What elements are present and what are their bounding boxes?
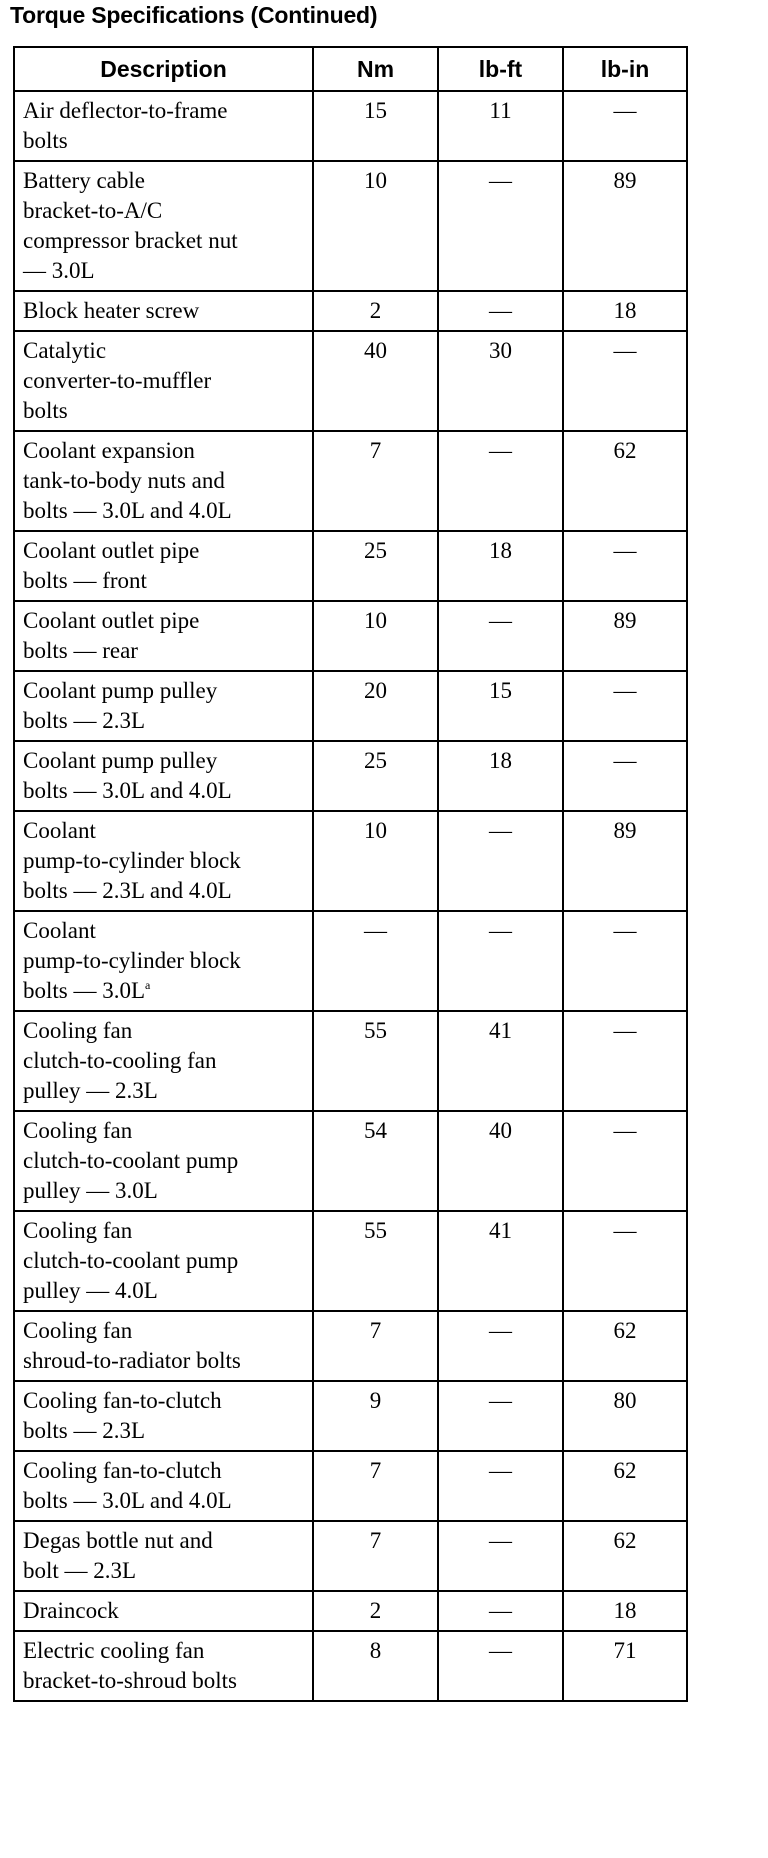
lb-ft-cell: 41 xyxy=(438,1011,563,1111)
description-text: compressor bracket nut xyxy=(23,228,238,253)
lb-ft-cell: — xyxy=(438,911,563,1011)
description-line xyxy=(23,1246,304,1276)
description-line xyxy=(23,296,304,326)
description-text: Air deflector-to-frame xyxy=(23,98,228,123)
description-line xyxy=(23,776,304,806)
description-cell xyxy=(14,811,313,911)
description-cell xyxy=(14,91,313,161)
description-text: pulley — 3.0L xyxy=(23,1178,158,1203)
description-line xyxy=(23,226,304,256)
description-line xyxy=(23,336,304,366)
description-line xyxy=(23,1386,304,1416)
description-text: Cooling fan-to-clutch xyxy=(23,1458,222,1483)
table-row xyxy=(14,601,687,671)
description-line xyxy=(23,1276,304,1306)
table-row xyxy=(14,1521,687,1591)
lb-in-cell: 62 xyxy=(563,431,687,531)
lb-ft-cell: — xyxy=(438,1631,563,1701)
description-text: bolts — 2.3L xyxy=(23,708,146,733)
description-text: Coolant expansion xyxy=(23,438,195,463)
lb-in-cell: — xyxy=(563,671,687,741)
description-line xyxy=(23,1076,304,1106)
description-line xyxy=(23,1016,304,1046)
lb-ft-cell: 18 xyxy=(438,741,563,811)
nm-cell: — xyxy=(313,911,438,1011)
table-row xyxy=(14,1311,687,1381)
lb-ft-cell: — xyxy=(438,601,563,671)
table-row xyxy=(14,1591,687,1631)
page-title: Torque Specifications (Continued) xyxy=(10,2,378,28)
lb-in-cell: 89 xyxy=(563,811,687,911)
description-text: Cooling fan xyxy=(23,1118,133,1143)
description-line xyxy=(23,916,304,946)
lb-ft-cell: 41 xyxy=(438,1211,563,1311)
description-line xyxy=(23,1146,304,1176)
description-cell xyxy=(14,531,313,601)
description-text: Cooling fan-to-clutch xyxy=(23,1388,222,1413)
table-row xyxy=(14,161,687,291)
description-text: — 3.0L xyxy=(23,258,95,283)
description-line xyxy=(23,1116,304,1146)
description-line xyxy=(23,196,304,226)
description-text: Draincock xyxy=(23,1598,119,1623)
lb-ft-cell: 18 xyxy=(438,531,563,601)
description-text: Coolant xyxy=(23,918,96,943)
nm-cell: 10 xyxy=(313,811,438,911)
lb-in-cell: — xyxy=(563,1011,687,1111)
description-cell xyxy=(14,161,313,291)
nm-cell: 15 xyxy=(313,91,438,161)
description-text: bolt — 2.3L xyxy=(23,1558,137,1583)
description-line xyxy=(23,566,304,596)
description-text: bolts xyxy=(23,128,68,153)
lb-in-cell: 62 xyxy=(563,1521,687,1591)
description-line xyxy=(23,536,304,566)
table-body xyxy=(14,91,687,1701)
description-cell xyxy=(14,1381,313,1451)
column-header-lb-in: lb-in xyxy=(563,47,687,91)
description-line xyxy=(23,1216,304,1246)
lb-in-cell: 89 xyxy=(563,601,687,671)
description-line xyxy=(23,1486,304,1516)
description-text: bolts — 2.3L xyxy=(23,1418,146,1443)
description-text: bracket-to-shroud bolts xyxy=(23,1668,237,1693)
description-text: bolts — front xyxy=(23,568,147,593)
description-line xyxy=(23,1316,304,1346)
lb-in-cell: — xyxy=(563,1211,687,1311)
table-row xyxy=(14,671,687,741)
description-line xyxy=(23,1416,304,1446)
description-text: Coolant pump pulley xyxy=(23,678,218,703)
table-row xyxy=(14,431,687,531)
lb-ft-cell: — xyxy=(438,1521,563,1591)
description-text: Block heater screw xyxy=(23,298,200,323)
description-line xyxy=(23,1346,304,1376)
description-cell xyxy=(14,1011,313,1111)
description-text: Coolant xyxy=(23,818,96,843)
description-text: converter-to-muffler xyxy=(23,368,212,393)
lb-in-cell: 18 xyxy=(563,291,687,331)
lb-in-cell: — xyxy=(563,911,687,1011)
table-row xyxy=(14,1381,687,1451)
description-line xyxy=(23,636,304,666)
lb-in-cell: 18 xyxy=(563,1591,687,1631)
lb-in-cell: — xyxy=(563,531,687,601)
nm-cell: 9 xyxy=(313,1381,438,1451)
header-row xyxy=(14,47,687,91)
description-line xyxy=(23,676,304,706)
description-text: bolts — 3.0L xyxy=(23,978,146,1003)
nm-cell: 2 xyxy=(313,291,438,331)
description-cell xyxy=(14,1211,313,1311)
lb-in-cell: 62 xyxy=(563,1451,687,1521)
lb-ft-cell: — xyxy=(438,1591,563,1631)
nm-cell: 7 xyxy=(313,1521,438,1591)
lb-ft-cell: — xyxy=(438,1381,563,1451)
table-row xyxy=(14,531,687,601)
lb-in-cell: — xyxy=(563,1111,687,1211)
description-line xyxy=(23,606,304,636)
description-text: pump-to-cylinder block xyxy=(23,848,241,873)
description-cell xyxy=(14,1311,313,1381)
torque-spec-table xyxy=(13,46,688,1702)
description-text: Cooling fan xyxy=(23,1318,133,1343)
description-line xyxy=(23,1666,304,1696)
column-header-nm: Nm xyxy=(313,47,438,91)
description-line xyxy=(23,96,304,126)
description-text: bolts — 3.0L and 4.0L xyxy=(23,498,232,523)
lb-ft-cell: — xyxy=(438,1451,563,1521)
description-cell xyxy=(14,1631,313,1701)
description-cell xyxy=(14,1111,313,1211)
table-row xyxy=(14,741,687,811)
nm-cell: 54 xyxy=(313,1111,438,1211)
lb-ft-cell: — xyxy=(438,161,563,291)
lb-ft-cell: — xyxy=(438,1311,563,1381)
description-text: Electric cooling fan xyxy=(23,1638,205,1663)
description-text: bolts — rear xyxy=(23,638,138,663)
nm-cell: 2 xyxy=(313,1591,438,1631)
description-text: clutch-to-cooling fan xyxy=(23,1048,217,1073)
table-row xyxy=(14,1111,687,1211)
nm-cell: 10 xyxy=(313,161,438,291)
description-line xyxy=(23,746,304,776)
lb-ft-cell: — xyxy=(438,431,563,531)
description-text: Coolant pump pulley xyxy=(23,748,218,773)
description-line xyxy=(23,396,304,426)
lb-in-cell: — xyxy=(563,91,687,161)
description-line xyxy=(23,496,304,526)
description-cell xyxy=(14,1591,313,1631)
column-header-lb-ft: lb-ft xyxy=(438,47,563,91)
lb-ft-cell: 15 xyxy=(438,671,563,741)
nm-cell: 40 xyxy=(313,331,438,431)
description-line xyxy=(23,1456,304,1486)
description-line xyxy=(23,876,304,906)
nm-cell: 8 xyxy=(313,1631,438,1701)
description-text: bolts — 3.0L and 4.0L xyxy=(23,778,232,803)
table-row xyxy=(14,1451,687,1521)
nm-cell: 25 xyxy=(313,531,438,601)
nm-cell: 55 xyxy=(313,1011,438,1111)
lb-in-cell: — xyxy=(563,741,687,811)
description-cell xyxy=(14,601,313,671)
table-row xyxy=(14,1011,687,1111)
nm-cell: 7 xyxy=(313,1451,438,1521)
description-cell xyxy=(14,1451,313,1521)
description-text: bracket-to-A/C xyxy=(23,198,163,223)
description-text: Coolant outlet pipe xyxy=(23,538,200,563)
lb-ft-cell: 11 xyxy=(438,91,563,161)
column-header-description: Description xyxy=(14,47,313,91)
description-line xyxy=(23,1556,304,1586)
description-text: Cooling fan xyxy=(23,1218,133,1243)
description-text: Coolant outlet pipe xyxy=(23,608,200,633)
description-cell xyxy=(14,431,313,531)
description-text: Catalytic xyxy=(23,338,107,363)
description-line xyxy=(23,126,304,156)
description-cell xyxy=(14,331,313,431)
description-cell xyxy=(14,671,313,741)
table-row xyxy=(14,291,687,331)
description-text: Cooling fan xyxy=(23,1018,133,1043)
description-cell xyxy=(14,1521,313,1591)
description-cell xyxy=(14,741,313,811)
footnote-marker: a xyxy=(145,978,151,992)
lb-ft-cell: — xyxy=(438,811,563,911)
description-text: pulley — 4.0L xyxy=(23,1278,158,1303)
description-line xyxy=(23,1046,304,1076)
description-line xyxy=(23,256,304,286)
description-line xyxy=(23,1526,304,1556)
description-text: Battery cable xyxy=(23,168,145,193)
description-line xyxy=(23,436,304,466)
description-line xyxy=(23,466,304,496)
lb-in-cell: 71 xyxy=(563,1631,687,1701)
table-row xyxy=(14,331,687,431)
nm-cell: 7 xyxy=(313,431,438,531)
lb-in-cell: 62 xyxy=(563,1311,687,1381)
description-line xyxy=(23,1176,304,1206)
description-line xyxy=(23,1596,304,1626)
table-row xyxy=(14,811,687,911)
lb-in-cell: 80 xyxy=(563,1381,687,1451)
table-row xyxy=(14,911,687,1011)
description-cell xyxy=(14,911,313,1011)
nm-cell: 10 xyxy=(313,601,438,671)
description-text: bolts — 3.0L and 4.0L xyxy=(23,1488,232,1513)
nm-cell: 20 xyxy=(313,671,438,741)
description-text: shroud-to-radiator bolts xyxy=(23,1348,241,1373)
table-row xyxy=(14,1631,687,1701)
table-row xyxy=(14,91,687,161)
description-text: Degas bottle nut and xyxy=(23,1528,213,1553)
description-line xyxy=(23,706,304,736)
description-text: pulley — 2.3L xyxy=(23,1078,158,1103)
description-text: clutch-to-coolant pump xyxy=(23,1148,239,1173)
lb-in-cell: 89 xyxy=(563,161,687,291)
description-text: pump-to-cylinder block xyxy=(23,948,241,973)
description-cell xyxy=(14,291,313,331)
lb-ft-cell: 30 xyxy=(438,331,563,431)
description-line xyxy=(23,976,304,1006)
lb-ft-cell: 40 xyxy=(438,1111,563,1211)
description-line xyxy=(23,166,304,196)
nm-cell: 7 xyxy=(313,1311,438,1381)
description-text: clutch-to-coolant pump xyxy=(23,1248,239,1273)
description-line xyxy=(23,366,304,396)
description-line xyxy=(23,946,304,976)
description-line xyxy=(23,1636,304,1666)
description-text: bolts xyxy=(23,398,68,423)
table-row xyxy=(14,1211,687,1311)
description-text: tank-to-body nuts and xyxy=(23,468,225,493)
lb-ft-cell: — xyxy=(438,291,563,331)
nm-cell: 55 xyxy=(313,1211,438,1311)
description-line xyxy=(23,816,304,846)
nm-cell: 25 xyxy=(313,741,438,811)
lb-in-cell: — xyxy=(563,331,687,431)
description-line xyxy=(23,846,304,876)
description-text: bolts — 2.3L and 4.0L xyxy=(23,878,232,903)
